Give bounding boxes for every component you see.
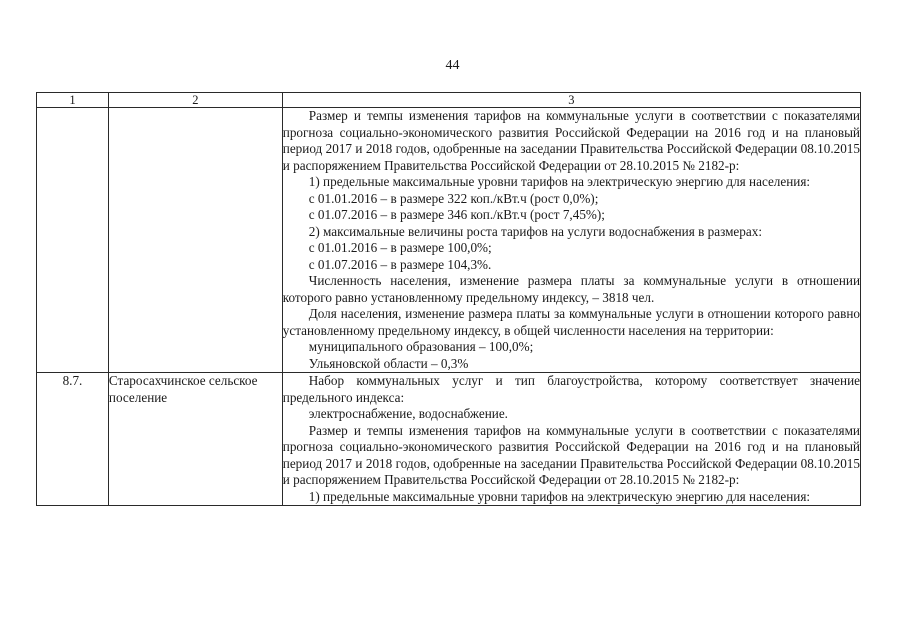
municipality-name-cell: Старосахчинское сельское поселение [108, 373, 282, 506]
tariff-table [36, 92, 861, 506]
row-number-cell: 8.7. [37, 373, 109, 506]
paragraph-list [283, 373, 860, 505]
paragraph: 1) предельные максимальные уровни тарифов на электрическую энергию для населения: [308, 488, 811, 504]
paragraph: с 01.07.2016 – в размере 346 коп./кВт.ч (рост 7,45%); [308, 207, 605, 222]
paragraph: с 01.01.2016 – в размере 322 коп./кВт.ч (рост 0,0%); [308, 190, 599, 206]
paragraph: с 01.01.2016 – в размере 100,0%; [308, 240, 492, 255]
paragraph: 1) предельные максимальные уровни тарифов на электрическую энергию для населения: [308, 174, 811, 189]
paragraph: Размер и темпы изменения тарифов на коммунальные услуги в соответствии с показателями прогноза социально-экономического развития Российской Федерации на 2016 год и на плановый период 2017 и 2018 годов, одобренные на заседании Правительства Российской Федерации 08.10.2015 и распоряжением Правительства Российской Федерации от 28.10.2015 № 2182-р: [282, 108, 860, 173]
paragraph: Набор коммунальных услуг и тип благоустройства, которому соответствует значение предельного индекса: [282, 373, 860, 405]
paragraph: Ульяновской области – 0,3% [308, 355, 469, 371]
table-header-row [37, 93, 861, 108]
paragraph: муниципального образования – 100,0%; [308, 339, 534, 354]
paragraph: Численность населения, изменение размера платы за коммунальные услуги в отношении которого равно установленному предельному индексу, – 3818 чел. [282, 273, 860, 305]
tariff-content-cell [282, 108, 860, 373]
municipality-name-cell [108, 108, 282, 373]
tariff-content-cell [282, 373, 860, 506]
table-row [37, 373, 861, 506]
column-header-3: 3 [282, 93, 860, 108]
column-header-1: 1 [37, 93, 109, 108]
page-number: 44 [445, 58, 460, 73]
paragraph: электроснабжение, водоснабжение. [308, 406, 508, 421]
paragraph-list [283, 108, 860, 372]
row-number-cell [37, 108, 109, 373]
column-header-2: 2 [108, 93, 282, 108]
table-row [37, 108, 861, 373]
paragraph: 2) максимальные величины роста тарифов на услуги водоснабжения в размерах: [308, 223, 762, 239]
paragraph: с 01.07.2016 – в размере 104,3%. [308, 256, 492, 272]
paragraph: Размер и темпы изменения тарифов на коммунальные услуги в соответствии с показателями прогноза социально-экономического развития Российской Федерации на 2016 год и на плановый период 2017 и 2018 годов, одобренные на заседании Правительства Российской Федерации 08.10.2015 и распоряжением Правительства Российской Федерации от 28.10.2015 № 2182-р: [282, 422, 860, 487]
paragraph: Доля населения, изменение размера платы за коммунальные услуги в отношении которого равно установленному предельному индексу, в общей численности населения на территории: [282, 306, 860, 338]
